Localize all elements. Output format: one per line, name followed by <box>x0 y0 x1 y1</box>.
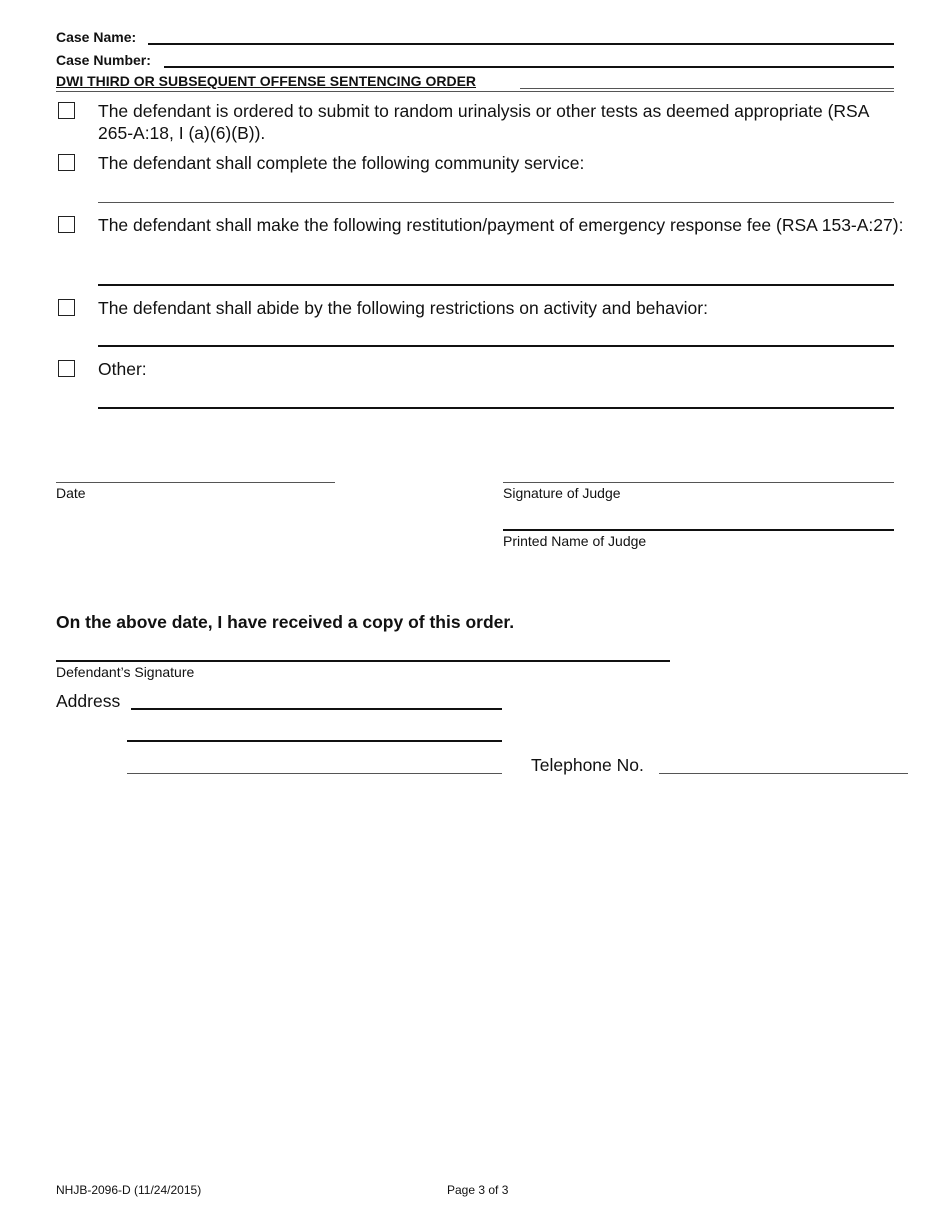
checkbox-other[interactable] <box>58 360 75 377</box>
item-other-text: Other: <box>98 359 147 379</box>
title-divider <box>56 91 894 92</box>
restrictions-field[interactable] <box>98 345 894 347</box>
judge-printed-name-field[interactable] <box>503 529 894 531</box>
telephone-label: Telephone No. <box>531 755 644 775</box>
judge-printed-name-label: Printed Name of Judge <box>503 533 647 549</box>
judge-signature-label: Signature of Judge <box>503 485 621 501</box>
defendant-signature-field[interactable] <box>56 660 670 662</box>
acknowledgement-statement: On the above date, I have received a copy of this order. <box>56 612 515 632</box>
address-line-3[interactable] <box>127 773 502 774</box>
case-number-field[interactable] <box>164 66 894 68</box>
defendant-signature-label: Defendant’s Signature <box>56 664 195 680</box>
judge-signature-field[interactable] <box>503 482 894 483</box>
checkbox-urinalysis[interactable] <box>58 102 75 119</box>
date-label: Date <box>56 485 86 501</box>
telephone-field[interactable] <box>659 773 908 774</box>
item-urinalysis-text: The defendant is ordered to submit to random urinalysis or other tests as deemed appropriate (RSA 265-A:18, I (a)(6)(B)). <box>98 101 869 143</box>
community-service-field[interactable] <box>98 202 894 203</box>
title-underline <box>520 88 894 89</box>
item-restitution-text: The defendant shall make the following restitution/payment of emergency response fee (RSA 153-A:27): <box>98 215 904 235</box>
other-field[interactable] <box>98 407 894 409</box>
address-label: Address <box>56 691 121 711</box>
page-number: Page 3 of 3 <box>447 1183 509 1197</box>
restitution-field[interactable] <box>98 284 894 286</box>
form-id: NHJB-2096-D (11/24/2015) <box>56 1183 202 1197</box>
case-name-label: Case Name: <box>56 29 137 45</box>
date-field[interactable] <box>56 482 335 483</box>
item-community-service-text: The defendant shall complete the following community service: <box>98 153 585 173</box>
case-name-field[interactable] <box>148 43 894 45</box>
checkbox-restitution[interactable] <box>58 216 75 233</box>
checkbox-restrictions[interactable] <box>58 299 75 316</box>
address-line-2[interactable] <box>127 740 502 742</box>
address-line-1[interactable] <box>131 708 502 710</box>
item-restrictions-text: The defendant shall abide by the following restrictions on activity and behavior: <box>98 298 708 318</box>
checkbox-community-service[interactable] <box>58 154 75 171</box>
case-number-label: Case Number: <box>56 52 151 68</box>
document-title: DWI THIRD OR SUBSEQUENT OFFENSE SENTENCING ORDER <box>56 73 477 89</box>
